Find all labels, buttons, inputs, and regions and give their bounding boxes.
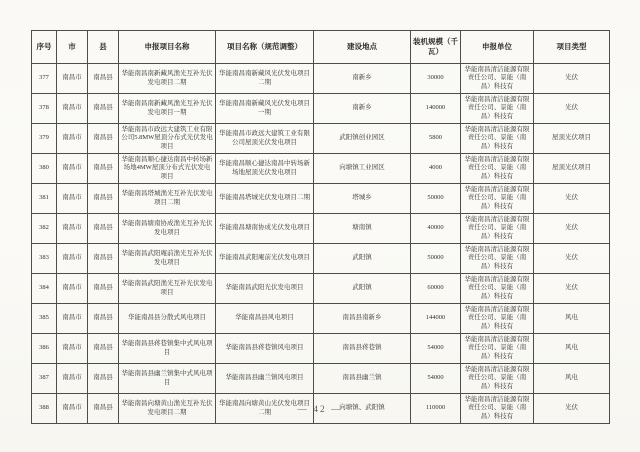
cell-no: 385 — [32, 304, 57, 334]
cell-county: 南昌县 — [88, 154, 119, 184]
cell-city: 南昌市 — [57, 334, 88, 364]
cell-type: 风电 — [534, 364, 610, 394]
column-header-county: 县 — [88, 31, 119, 64]
cell-adjusted: 华能南昌县风电项目 — [216, 304, 314, 334]
cell-city: 南昌市 — [57, 274, 88, 304]
cell-applicant: 华能南昌清洁能源有限责任公司、景能（南昌）科技有 — [461, 94, 534, 124]
cell-type: 光伏 — [534, 394, 610, 424]
table-row — [32, 64, 610, 94]
projects-table — [31, 30, 610, 424]
column-header-location: 建设地点 — [314, 31, 411, 64]
table-row — [32, 94, 610, 124]
cell-no: 379 — [32, 124, 57, 154]
cell-county: 南昌县 — [88, 94, 119, 124]
column-header-capacity: 装机规模（千瓦） — [411, 31, 461, 64]
cell-capacity: 54000 — [411, 334, 461, 364]
cell-adjusted: 华能南昌市政远大建筑工业有限公司屋顶光伏发电项目 — [216, 124, 314, 154]
table-row — [32, 214, 610, 244]
cell-declared: 华能南昌顺心捷达南昌中转场新场地4MW屋顶分布式光伏发电项目 — [119, 154, 216, 184]
cell-applicant: 华能南昌清洁能源有限责任公司、景能（南昌）科技有 — [461, 334, 534, 364]
cell-applicant: 华能南昌清洁能源有限责任公司、景能（南昌）科技有 — [461, 364, 534, 394]
cell-location: 武阳镇 — [314, 244, 411, 274]
cell-applicant: 华能南昌清洁能源有限责任公司、景能（南昌）科技有 — [461, 184, 534, 214]
cell-city: 南昌市 — [57, 364, 88, 394]
cell-location: 南昌县南新乡 — [314, 304, 411, 334]
table-row — [32, 244, 610, 274]
table-header-row — [32, 31, 610, 64]
column-header-type: 项目类型 — [534, 31, 610, 64]
cell-no: 384 — [32, 274, 57, 304]
cell-city: 南昌市 — [57, 244, 88, 274]
cell-location: 向塘镇、武阳镇 — [314, 394, 411, 424]
cell-declared: 华能南昌向塘黄山渔光互补光伏发电项目二期 — [119, 394, 216, 424]
cell-applicant: 华能南昌清洁能源有限责任公司、景能（南昌）科技有 — [461, 304, 534, 334]
cell-location: 南新乡 — [314, 94, 411, 124]
cell-capacity: 50000 — [411, 244, 461, 274]
cell-adjusted: 华能南昌顺心捷达南昌中转场新场地屋顶光伏发电项目 — [216, 154, 314, 184]
cell-capacity: 50000 — [411, 184, 461, 214]
cell-location: 向塘镇工业园区 — [314, 154, 411, 184]
cell-city: 南昌市 — [57, 154, 88, 184]
cell-adjusted: 华能南昌县蒋巷镇风电项目 — [216, 334, 314, 364]
cell-location: 南昌县蒋巷镇 — [314, 334, 411, 364]
cell-type: 屋顶光伏项目 — [534, 124, 610, 154]
cell-applicant: 华能南昌清洁能源有限责任公司、景能（南昌）科技有 — [461, 274, 534, 304]
table-row — [32, 334, 610, 364]
cell-applicant: 华能南昌清洁能源有限责任公司、景能（南昌）科技有 — [461, 394, 534, 424]
cell-declared: 华能南昌市政远大建筑工业有限公司5.8MW屋顶分布式光伏发电项目 — [119, 124, 216, 154]
cell-declared: 华能南昌县幽兰镇集中式风电项目 — [119, 364, 216, 394]
cell-no: 388 — [32, 394, 57, 424]
cell-city: 南昌市 — [57, 214, 88, 244]
column-header-adjusted: 项目名称（规范调整） — [216, 31, 314, 64]
cell-adjusted: 华能南昌向塘黄山光伏发电项目二期 — [216, 394, 314, 424]
cell-applicant: 华能南昌清洁能源有限责任公司、景能（南昌）科技有 — [461, 64, 534, 94]
cell-declared: 华能南昌武阳庵前渔光互补光伏发电项目 — [119, 244, 216, 274]
cell-capacity: 60000 — [411, 274, 461, 304]
table-row — [32, 184, 610, 214]
cell-location: 塘南镇 — [314, 214, 411, 244]
cell-adjusted: 华能南昌塘南协成光伏发电项目 — [216, 214, 314, 244]
cell-capacity: 144000 — [411, 304, 461, 334]
cell-location: 武阳镇创业园区 — [314, 124, 411, 154]
cell-type: 风电 — [534, 334, 610, 364]
cell-capacity: 40000 — [411, 214, 461, 244]
cell-county: 南昌县 — [88, 304, 119, 334]
column-header-declared: 申报项目名称 — [119, 31, 216, 64]
cell-adjusted: 华能南昌南新藏风光伏发电项目二期 — [216, 64, 314, 94]
cell-type: 光伏 — [534, 184, 610, 214]
cell-county: 南昌县 — [88, 244, 119, 274]
cell-type: 屋顶光伏项目 — [534, 154, 610, 184]
cell-no: 386 — [32, 334, 57, 364]
column-header-no: 序号 — [32, 31, 57, 64]
cell-city: 南昌市 — [57, 184, 88, 214]
cell-type: 光伏 — [534, 214, 610, 244]
cell-declared: 华能南昌县蒋巷镇集中式风电项目 — [119, 334, 216, 364]
cell-adjusted: 华能南昌县幽兰镇风电项目 — [216, 364, 314, 394]
cell-declared: 华能南昌塔城渔光互补光伏发电项目二期 — [119, 184, 216, 214]
cell-adjusted: 华能南昌武阳光伏发电项目 — [216, 274, 314, 304]
cell-type: 光伏 — [534, 94, 610, 124]
cell-declared: 华能南昌塘南协成渔光互补光伏发电项目 — [119, 214, 216, 244]
cell-applicant: 华能南昌清洁能源有限责任公司、景能（南昌）科技有 — [461, 124, 534, 154]
cell-county: 南昌县 — [88, 334, 119, 364]
cell-location: 塔城乡 — [314, 184, 411, 214]
cell-county: 南昌县 — [88, 394, 119, 424]
cell-county: 南昌县 — [88, 274, 119, 304]
table-row — [32, 154, 610, 184]
cell-adjusted: 华能南昌武阳庵前光伏发电项目 — [216, 244, 314, 274]
cell-no: 387 — [32, 364, 57, 394]
cell-declared: 华能南昌南新藏风渔光互补光伏发电项目二期 — [119, 64, 216, 94]
cell-applicant: 华能南昌清洁能源有限责任公司、景能（南昌）科技有 — [461, 214, 534, 244]
column-header-applicant: 申报单位 — [461, 31, 534, 64]
cell-applicant: 华能南昌清洁能源有限责任公司、景能（南昌）科技有 — [461, 154, 534, 184]
cell-declared: 华能南昌武阳渔光互补光伏发电项目 — [119, 274, 216, 304]
cell-location: 武阳镇 — [314, 274, 411, 304]
cell-type: 光伏 — [534, 244, 610, 274]
table-body — [32, 64, 610, 424]
cell-declared: 华能南昌县分散式风电项目 — [119, 304, 216, 334]
cell-city: 南昌市 — [57, 64, 88, 94]
cell-declared: 华能南昌南新藏风渔光互补光伏发电项目一期 — [119, 94, 216, 124]
cell-type: 光伏 — [534, 64, 610, 94]
cell-no: 381 — [32, 184, 57, 214]
cell-county: 南昌县 — [88, 214, 119, 244]
cell-no: 377 — [32, 64, 57, 94]
cell-location: 南昌县幽兰镇 — [314, 364, 411, 394]
cell-city: 南昌市 — [57, 394, 88, 424]
cell-county: 南昌县 — [88, 124, 119, 154]
cell-capacity: 5800 — [411, 124, 461, 154]
table-row — [32, 364, 610, 394]
cell-type: 风电 — [534, 304, 610, 334]
column-header-city: 市 — [57, 31, 88, 64]
cell-applicant: 华能南昌清洁能源有限责任公司、景能（南昌）科技有 — [461, 244, 534, 274]
cell-no: 380 — [32, 154, 57, 184]
table-row — [32, 274, 610, 304]
cell-type: 光伏 — [534, 274, 610, 304]
cell-county: 南昌县 — [88, 64, 119, 94]
cell-capacity: 4000 — [411, 154, 461, 184]
cell-location: 南新乡 — [314, 64, 411, 94]
table-row — [32, 124, 610, 154]
cell-no: 382 — [32, 214, 57, 244]
cell-adjusted: 华能南昌南新藏风光伏发电项目一期 — [216, 94, 314, 124]
cell-capacity: 140000 — [411, 94, 461, 124]
page-number: — 42 — — [297, 405, 343, 415]
cell-city: 南昌市 — [57, 94, 88, 124]
cell-capacity: 54000 — [411, 364, 461, 394]
cell-capacity: 110000 — [411, 394, 461, 424]
cell-no: 383 — [32, 244, 57, 274]
cell-city: 南昌市 — [57, 304, 88, 334]
cell-county: 南昌县 — [88, 364, 119, 394]
table-row — [32, 304, 610, 334]
cell-capacity: 30000 — [411, 64, 461, 94]
cell-no: 378 — [32, 94, 57, 124]
cell-county: 南昌县 — [88, 184, 119, 214]
cell-adjusted: 华能南昌塔城光伏发电项目二期 — [216, 184, 314, 214]
cell-city: 南昌市 — [57, 124, 88, 154]
